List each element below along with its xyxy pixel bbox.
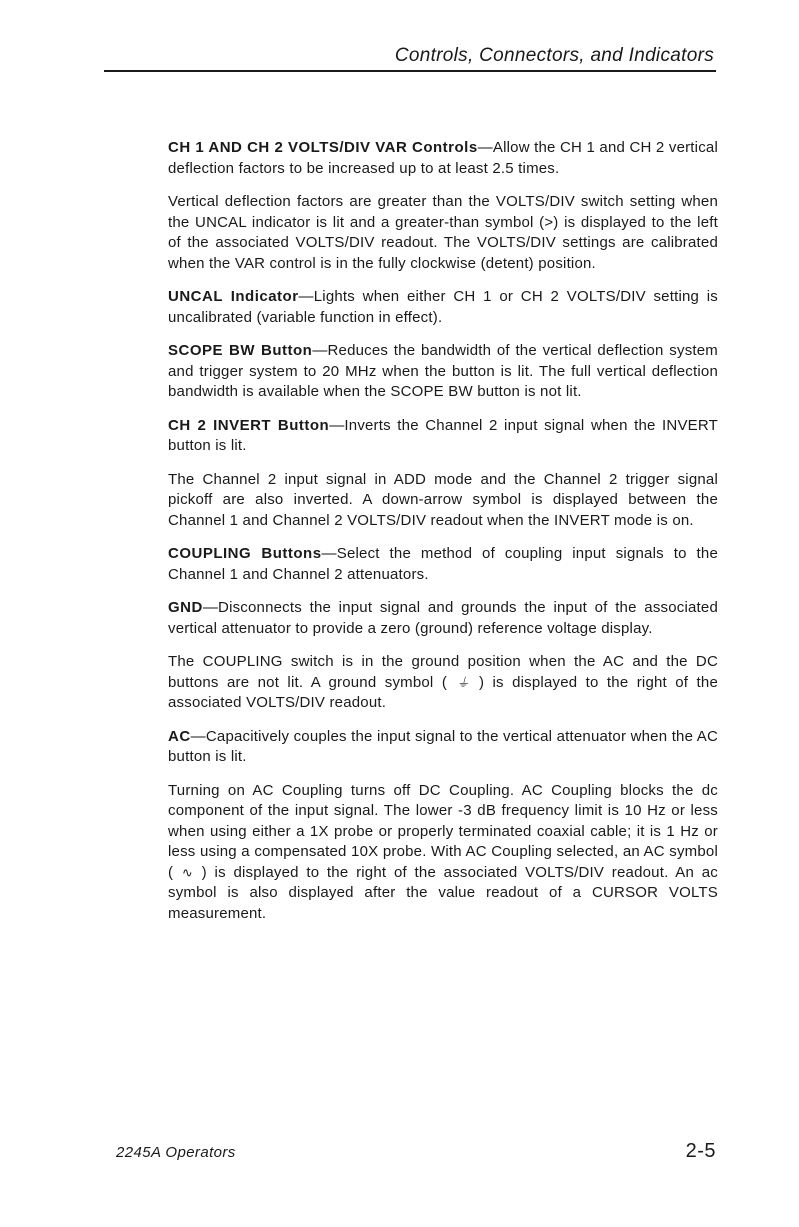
paragraph-uncal bbox=[168, 287, 718, 328]
paragraph-scope-bw bbox=[168, 341, 718, 403]
section-title: Controls, Connectors, and Indicators bbox=[394, 45, 714, 66]
paragraph-text: —Reduces the bandwidth of the vertical deflection system and trigger system to 20 MHz when the button is lit. The full vertical deflection bandwidth is available when the SCOPE BW button is not lit. bbox=[168, 342, 718, 400]
paragraph-text: —Inverts the Channel 2 input signal when the INVERT button is lit. bbox=[168, 416, 718, 454]
page-body bbox=[168, 138, 718, 937]
manual-title: 2245A Operators bbox=[116, 1144, 236, 1161]
paragraph-gnd bbox=[168, 598, 718, 639]
paragraph-ground-symbol bbox=[168, 652, 718, 714]
paragraph-text: —Capacitively couples the input signal to the vertical attenuator when the AC button is lit. bbox=[168, 727, 718, 765]
paragraph-deflection-factors bbox=[168, 192, 718, 274]
term-ac: AC bbox=[168, 727, 191, 745]
paragraph-text: Turning on AC Coupling turns off DC Coupling. AC Coupling blocks the dc component of the input signal. The lower -3 dB frequency limit is 10 Hz or less when using either a 1X probe or properly terminated coaxial cable; it is 1 Hz or less using a compensated 10X probe. With AC Coupling selected, an AC symbol ( bbox=[168, 781, 718, 881]
paragraph-ac-coupling-details bbox=[168, 781, 718, 925]
paragraph-ch2-invert bbox=[168, 416, 718, 457]
paragraph-text: —Lights when either CH 1 or CH 2 VOLTS/DIV setting is uncalibrated (variable function in effect). bbox=[168, 288, 718, 326]
ground-symbol-icon: ⏚ bbox=[456, 674, 470, 690]
page-footer bbox=[116, 1140, 716, 1166]
paragraph-invert-details bbox=[168, 470, 718, 532]
term-scope-bw-button: SCOPE BW Button bbox=[168, 342, 313, 359]
term-gnd: GND bbox=[168, 599, 203, 616]
page-number: 2-5 bbox=[685, 1140, 716, 1162]
term-volts-div-var: CH 1 AND CH 2 VOLTS/DIV VAR Controls bbox=[168, 139, 478, 156]
paragraph-text: Vertical deflection factors are greater than the VOLTS/DIV switch setting when the UNCAL indicator is lit and a greater-than symbol (>) is displayed to the left of the associated VOLTS/DIV readout. The VOLTS/DIV settings are calibrated when the VAR control is in the fully clockwise (detent) position. bbox=[168, 193, 718, 272]
paragraph-text: —Disconnects the input signal and grounds the input of the associated vertical attenuator to provide a zero (ground) reference voltage display. bbox=[168, 599, 718, 637]
paragraph-text: The Channel 2 input signal in ADD mode and the Channel 2 trigger signal pickoff are also inverted. A down-arrow symbol is displayed between the Channel 1 and Channel 2 VOLTS/DIV readout when the INVERT mode is on. bbox=[168, 470, 718, 529]
ac-symbol-icon: ∿ bbox=[181, 864, 193, 880]
paragraph-text: ) is displayed to the right of the associated VOLTS/DIV readout. An ac symbol is also displayed after the value readout of a CURSOR VOLTS measurement. bbox=[168, 863, 718, 922]
paragraph-text: The COUPLING switch is in the ground position when the AC and the DC buttons are not lit. A ground symbol ( bbox=[168, 653, 718, 691]
paragraph-text: —Select the method of coupling input signals to the Channel 1 and Channel 2 attenuators. bbox=[168, 545, 718, 583]
term-ch2-invert-button: CH 2 INVERT Button bbox=[168, 416, 330, 434]
term-uncal-indicator: UNCAL Indicator bbox=[168, 288, 299, 305]
paragraph-var-controls bbox=[168, 138, 718, 179]
paragraph-coupling bbox=[168, 544, 718, 585]
paragraph-ac bbox=[168, 727, 718, 768]
paragraph-text: —Allow the CH 1 and CH 2 vertical deflection factors to be increased up to at least 2.5 times. bbox=[168, 139, 718, 177]
term-coupling-buttons: COUPLING Buttons bbox=[168, 545, 322, 562]
page-header bbox=[104, 44, 716, 72]
paragraph-text: ) is displayed to the right of the associated VOLTS/DIV readout. bbox=[168, 673, 718, 711]
